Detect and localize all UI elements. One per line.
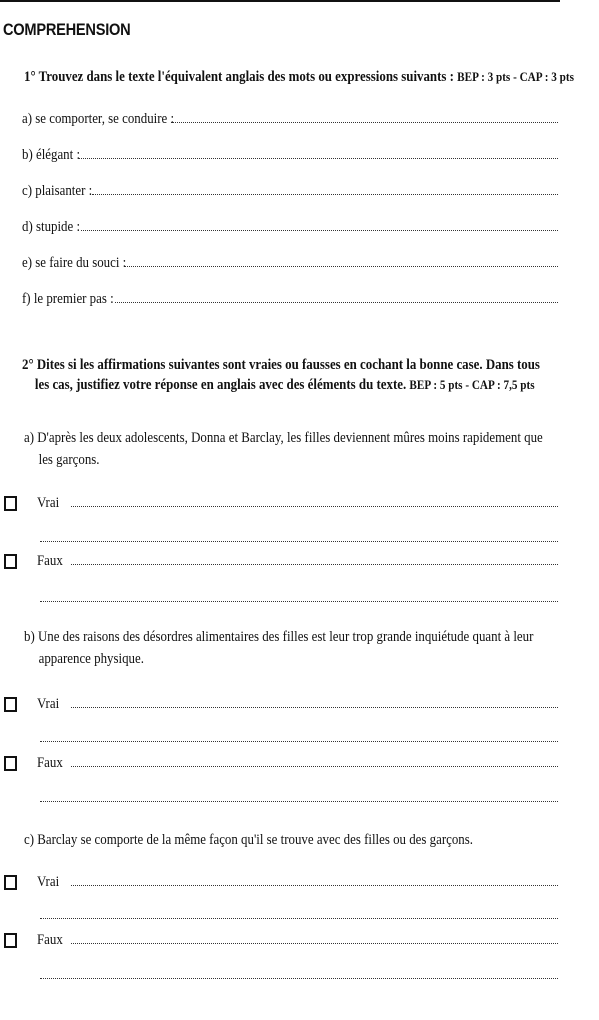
answer-line-e[interactable] bbox=[22, 254, 558, 274]
fill-dots bbox=[71, 754, 558, 767]
fill-dots bbox=[115, 290, 558, 303]
checkbox-c-vrai[interactable] bbox=[4, 875, 17, 890]
statement-b-line1: b) Une des raisons des désordres alimentaires des filles est leur trop grande inquiétude quant à leur bbox=[24, 629, 534, 645]
statement-c-line1: c) Barclay se comporte de la même façon qu'il se trouve avec des filles ou des garçons. bbox=[24, 832, 474, 848]
question-2-points: BEP : 5 pts - CAP : 7,5 pts bbox=[409, 377, 535, 392]
question-1-points: BEP : 3 pts - CAP : 3 pts bbox=[457, 69, 574, 84]
vrai-label: Vrai bbox=[37, 495, 60, 511]
fill-dots bbox=[92, 182, 558, 195]
top-rule-thick bbox=[445, 0, 560, 2]
option-b-vrai[interactable] bbox=[37, 695, 558, 715]
question-2-text-line2: les cas, justifiez votre réponse en anglais avec des éléments du texte. bbox=[34, 377, 407, 393]
fill-dots bbox=[171, 110, 558, 123]
item-label-e: e) se faire du souci : bbox=[22, 255, 127, 271]
checkbox-a-faux[interactable] bbox=[4, 554, 17, 569]
answer-line-f[interactable] bbox=[22, 290, 558, 310]
answer-line-a[interactable] bbox=[22, 110, 558, 130]
statement-a-line1: a) D'après les deux adolescents, Donna et Barclay, les filles deviennent mûres moins rapidement que bbox=[24, 430, 543, 446]
item-label-c: c) plaisanter : bbox=[22, 183, 93, 199]
statement-a-line2: les garçons. bbox=[38, 452, 100, 468]
item-label-a: a) se comporter, se conduire : bbox=[22, 111, 175, 127]
fill-dots bbox=[71, 552, 558, 565]
checkbox-c-faux[interactable] bbox=[4, 933, 17, 948]
item-label-b: b) élégant : bbox=[22, 147, 81, 163]
option-c-faux[interactable] bbox=[37, 931, 558, 951]
option-a-faux[interactable] bbox=[37, 552, 558, 572]
option-c-vrai[interactable] bbox=[37, 873, 558, 893]
item-label-d: d) stupide : bbox=[22, 219, 81, 235]
section-title: COMPREHENSION bbox=[3, 20, 131, 39]
faux-label: Faux bbox=[37, 755, 63, 771]
justification-line[interactable] bbox=[40, 918, 558, 919]
justification-line[interactable] bbox=[40, 741, 558, 742]
fill-dots bbox=[81, 218, 559, 231]
fill-dots bbox=[79, 146, 558, 159]
justification-line[interactable] bbox=[40, 601, 558, 602]
item-label-f: f) le premier pas : bbox=[22, 291, 114, 307]
answer-line-c[interactable] bbox=[22, 182, 558, 202]
faux-label: Faux bbox=[37, 553, 63, 569]
fill-dots bbox=[71, 695, 558, 708]
statement-b bbox=[24, 626, 533, 670]
statement-b-line2: apparence physique. bbox=[38, 651, 144, 667]
question-1-prompt bbox=[24, 67, 574, 87]
option-a-vrai[interactable] bbox=[37, 494, 558, 514]
justification-line[interactable] bbox=[40, 978, 558, 979]
checkbox-b-vrai[interactable] bbox=[4, 697, 17, 712]
option-b-faux[interactable] bbox=[37, 754, 558, 774]
fill-dots bbox=[71, 873, 558, 886]
vrai-label: Vrai bbox=[37, 874, 60, 890]
checkbox-a-vrai[interactable] bbox=[4, 496, 17, 511]
fill-dots bbox=[71, 494, 558, 507]
faux-label: Faux bbox=[37, 932, 63, 948]
statement-c bbox=[24, 829, 473, 851]
question-2-prompt bbox=[22, 356, 540, 395]
justification-line[interactable] bbox=[40, 801, 558, 802]
answer-line-d[interactable] bbox=[22, 218, 558, 238]
question-1-text: 1° Trouvez dans le texte l'équivalent anglais des mots ou expressions suivants : bbox=[24, 69, 454, 85]
answer-line-b[interactable] bbox=[22, 146, 558, 166]
fill-dots bbox=[125, 254, 558, 267]
question-2-text-line1: 2° Dites si les affirmations suivantes sont vraies ou fausses en cochant la bonne case. Dans tous bbox=[22, 357, 540, 373]
justification-line[interactable] bbox=[40, 541, 558, 542]
statement-a bbox=[24, 427, 543, 471]
vrai-label: Vrai bbox=[37, 696, 60, 712]
checkbox-b-faux[interactable] bbox=[4, 756, 17, 771]
fill-dots bbox=[71, 931, 558, 944]
